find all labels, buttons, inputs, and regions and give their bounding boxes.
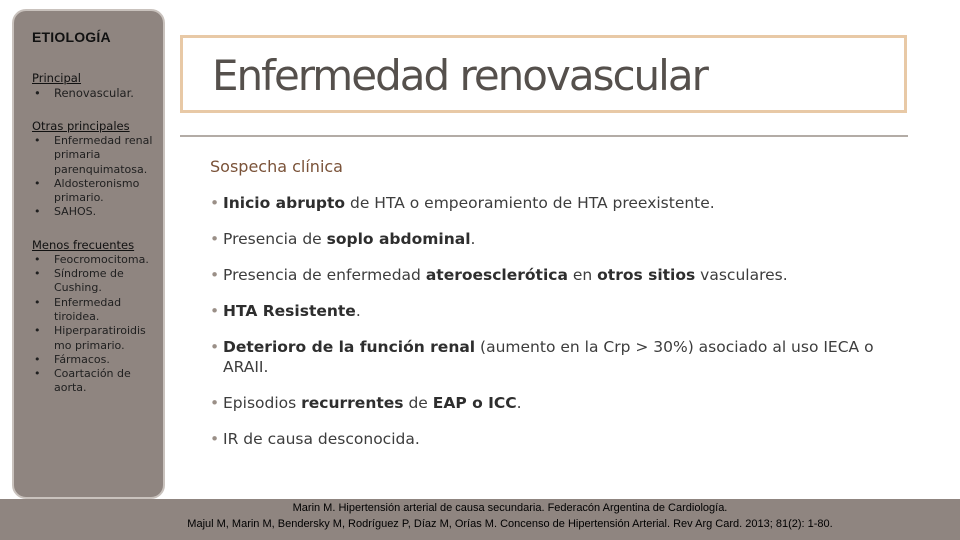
list-item — [32, 267, 153, 296]
reference-line: Marin M. Hipertensión arterial de causa secundaria. Federacón Argentina de Cardiología. — [292, 502, 728, 514]
list-item — [210, 265, 900, 285]
etiology-sidebar — [12, 9, 165, 499]
bullet-icon: • — [34, 367, 41, 381]
list-item — [32, 253, 153, 267]
list-item — [210, 229, 900, 249]
emphasized-text: recurrentes — [301, 394, 404, 412]
sidebar-heading: Otras principales — [32, 119, 130, 134]
bullet-text: IR de causa desconocida. — [223, 430, 420, 448]
bullet-icon: • — [210, 338, 220, 356]
emphasized-text: soplo abdominal — [326, 230, 471, 248]
bullet-icon: • — [210, 430, 220, 448]
bullet-icon: • — [210, 302, 220, 320]
list-item — [210, 193, 900, 213]
bullet-text: de — [403, 394, 433, 412]
bullet-text: Presencia de enfermedad — [223, 266, 426, 284]
bullet-icon: • — [210, 394, 220, 412]
bullet-text: Presencia de — [223, 230, 327, 248]
list-item — [32, 353, 153, 367]
bullet-icon: • — [34, 352, 41, 366]
section-subtitle: Sospecha clínica — [210, 157, 343, 176]
list-item-text: SAHOS. — [54, 205, 97, 219]
list-item — [32, 205, 153, 219]
bullet-icon: • — [34, 205, 41, 219]
sidebar-list — [32, 253, 153, 396]
bullet-text: . — [516, 394, 522, 412]
emphasized-text: Inicio abrupto — [223, 194, 346, 212]
bullet-icon: • — [34, 267, 41, 281]
list-item-text: Renovascular. — [54, 86, 134, 101]
list-item — [32, 177, 153, 206]
sidebar-list — [32, 134, 153, 220]
title-divider — [180, 135, 908, 137]
emphasized-text: ateroesclerótica — [425, 266, 568, 284]
list-item-text: Fármacos. — [54, 352, 110, 366]
bullet-icon: • — [210, 266, 220, 284]
sidebar-heading: Menos frecuentes — [32, 237, 135, 252]
bullet-text: . — [470, 230, 476, 248]
sidebar-section-principal — [32, 71, 153, 101]
list-item — [210, 429, 900, 449]
list-item — [32, 324, 153, 353]
bullet-icon: • — [34, 134, 41, 147]
slide-title: Enfermedad renovascular — [212, 51, 707, 100]
bullet-icon: • — [34, 252, 41, 266]
bullet-icon: • — [34, 324, 41, 338]
list-item-text: Feocromocitoma. — [54, 252, 149, 266]
bullet-icon: • — [210, 230, 220, 248]
list-item — [32, 134, 153, 177]
list-item — [210, 301, 900, 321]
list-item-text: Enfermedad tiroidea. — [54, 295, 122, 323]
emphasized-text: Deterioro de la función renal — [223, 338, 476, 356]
bullet-icon: • — [210, 194, 220, 212]
bullet-text: vasculares. — [695, 266, 788, 284]
bullet-icon: • — [34, 176, 41, 190]
list-item-text: Síndrome de Cushing. — [54, 267, 124, 295]
sidebar-section-otras — [32, 119, 153, 220]
list-item — [32, 296, 153, 325]
bullet-icon: • — [34, 86, 41, 101]
sidebar-title: ETIOLOGÍA — [32, 29, 111, 45]
bullet-text: Episodios — [223, 394, 302, 412]
reference-line: Majul M, Marin M, Bendersky M, Rodríguez P, Díaz M, Orías M. Concenso de Hipertensión Arterial. Rev Arg Card. 2013; 81(2): 1-80. — [187, 518, 833, 530]
list-item-text: Aldosteronismo primario. — [54, 176, 140, 205]
emphasized-text: HTA Resistente — [223, 302, 356, 320]
list-item-text: Coartación de aorta. — [54, 367, 131, 395]
emphasized-text: otros sitios — [597, 266, 696, 284]
bullet-text: de HTA o empeoramiento de HTA preexistente. — [345, 194, 715, 212]
list-item — [210, 337, 900, 377]
list-item-text: Enfermedad renal primaria parenquimatosa. — [54, 134, 153, 176]
bullet-text: . — [355, 302, 361, 320]
bullet-text: en — [567, 266, 598, 284]
list-item — [32, 367, 153, 396]
clinical-suspicion-list — [210, 193, 900, 465]
title-frame — [180, 35, 907, 113]
bullet-icon: • — [34, 295, 41, 309]
sidebar-list — [32, 86, 153, 101]
list-item — [210, 393, 900, 413]
bullet-text: (aumento en la Crp > 30%) asociado al uso IECA o ARAII. — [223, 338, 874, 376]
emphasized-text: EAP o ICC — [432, 394, 517, 412]
list-item-text: Hiperparatiroidis mo primario. — [54, 324, 146, 352]
footer-references — [0, 500, 960, 532]
list-item — [32, 86, 153, 101]
sidebar-heading: Principal — [32, 71, 82, 86]
sidebar-section-menos — [32, 238, 153, 396]
